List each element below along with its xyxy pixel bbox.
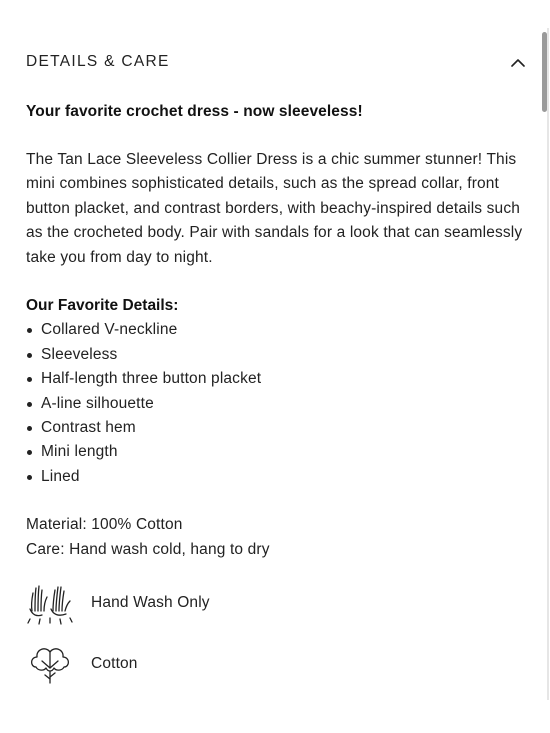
list-item: Lined	[26, 465, 526, 489]
product-headline: Your favorite crochet dress - now sleeveless!	[26, 103, 363, 120]
favorite-details-heading: Our Favorite Details:	[26, 297, 179, 315]
scrollbar-track[interactable]	[547, 28, 549, 700]
care-text: Care: Hand wash cold, hang to dry	[26, 540, 270, 558]
scrollbar-thumb[interactable]	[542, 32, 547, 112]
list-item: Sleeveless	[26, 343, 526, 367]
care-item-cotton	[26, 641, 138, 687]
chevron-up-icon[interactable]	[510, 54, 526, 70]
feature-list	[26, 318, 526, 489]
material-care-block	[26, 513, 526, 562]
details-content	[26, 100, 526, 562]
product-description: The Tan Lace Sleeveless Collier Dress is a chic summer stunner! This mini combines sophisticated details, such as the spread collar, front button placket, and contrast borders, with beachy-inspired details such as the crocheted body. Pair with sandals for a look that can seamlessly take you from day to night.	[26, 151, 523, 266]
accordion-title: DETAILS & CARE	[26, 53, 170, 70]
list-item: Collared V-neckline	[26, 318, 526, 342]
details-care-accordion-header[interactable]	[26, 48, 526, 76]
list-item: A-line silhouette	[26, 392, 526, 416]
list-item: Contrast hem	[26, 416, 526, 440]
care-item-hand-wash	[26, 580, 210, 626]
cotton-icon	[26, 641, 74, 687]
hand-wash-label: Hand Wash Only	[91, 594, 210, 611]
cotton-label: Cotton	[91, 655, 138, 672]
hand-wash-icon	[26, 580, 74, 626]
list-item: Half-length three button placket	[26, 367, 526, 391]
list-item: Mini length	[26, 440, 526, 464]
material-text: Material: 100% Cotton	[26, 516, 183, 534]
